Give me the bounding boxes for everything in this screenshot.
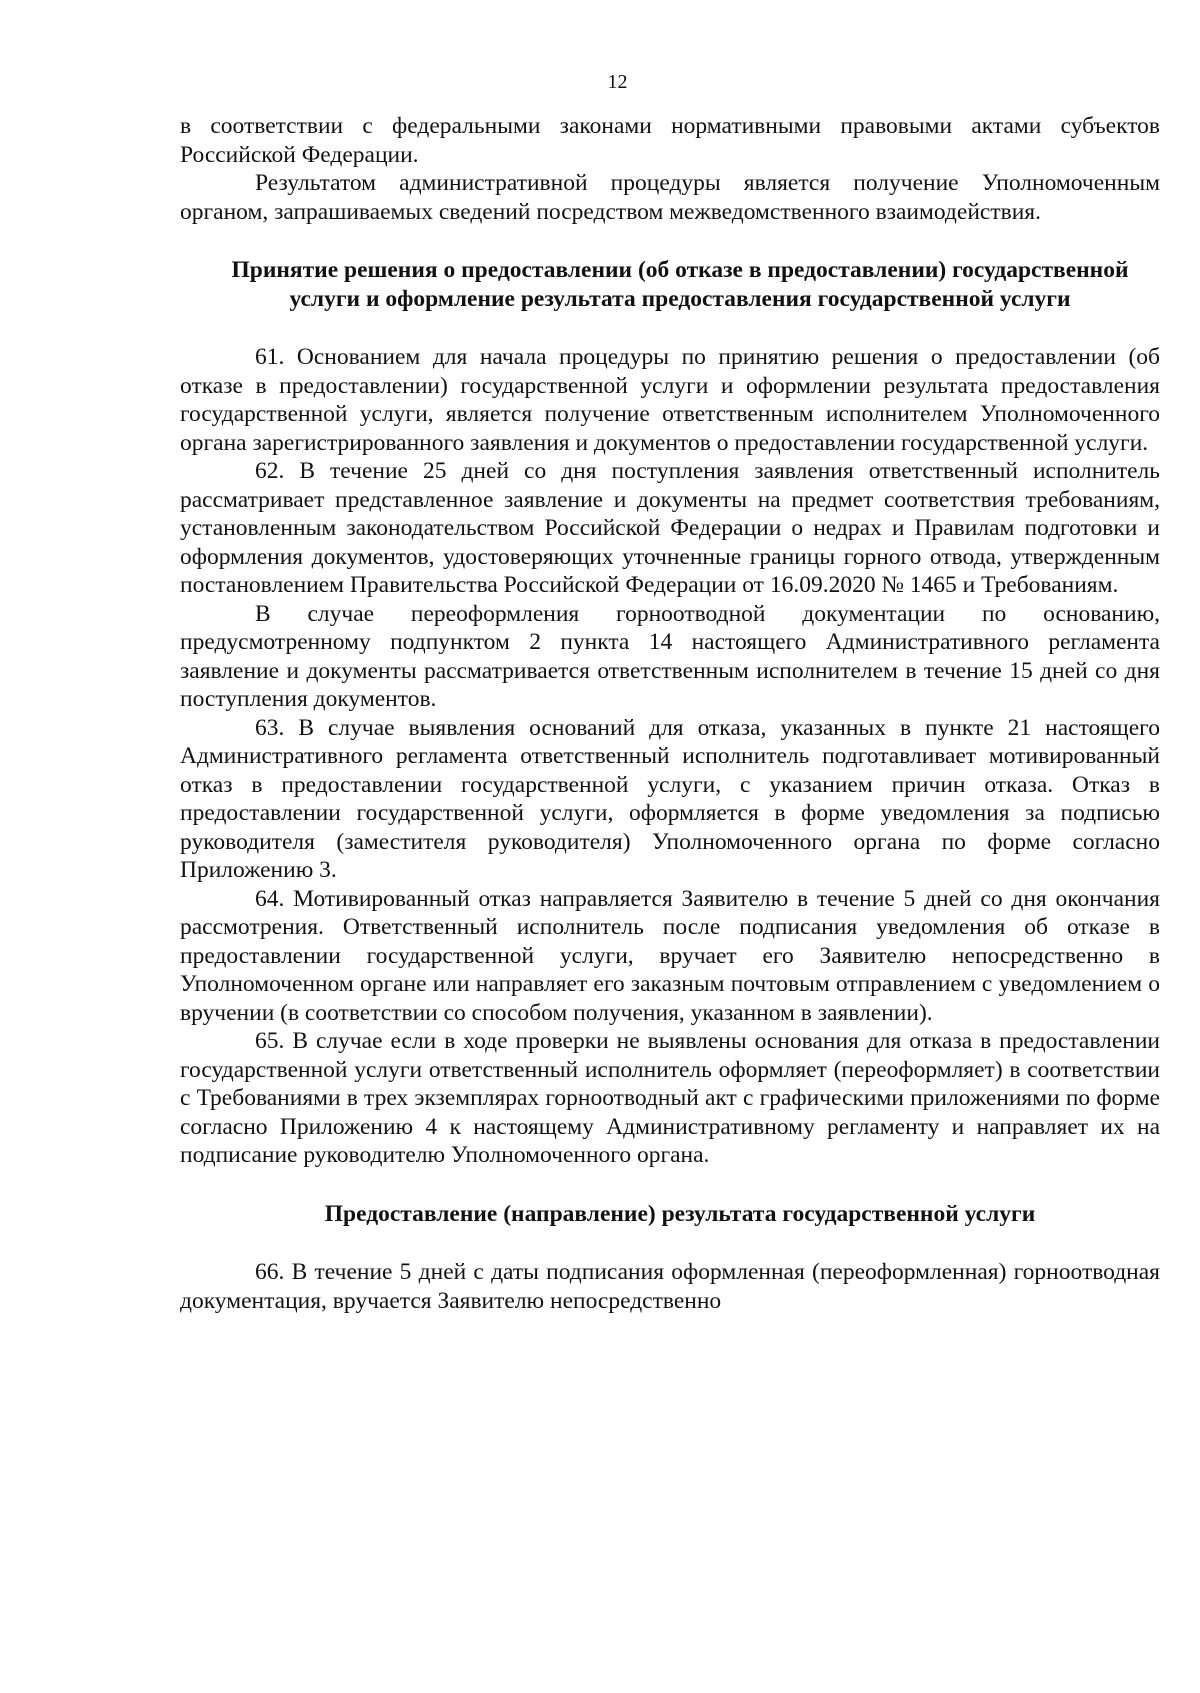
section-heading-delivery: Предоставление (направление) результата государственной услуги bbox=[324, 1200, 1036, 1227]
paragraph-65: 65. В случае если в ходе проверки не выявлены основания для отказа в предоставлении государственной услуги ответственный исполнитель оформляет (переоформляет) в соответствии с Требованиями в трех экземплярах горноотводный акт с графическими приложениями по форме согласно Приложению 4 к настоящему Административному регламенту и направляет их на подписание руководителю Уполномоченного органа. bbox=[180, 1028, 1160, 1168]
paragraph-63: 63. В случае выявления оснований для отказа, указанных в пункте 21 настоящего Административного регламента ответственный исполнитель подготавливает мотивированный отказ в предоставлении государственной услуги, с указанием причин отказа. Отказ в предоставлении государственной услуги, оформляется в форме уведомления за подписью руководителя (заместителя руководителя) Уполномоченного органа по форме согласно Приложению 3. bbox=[180, 714, 1160, 883]
paragraph-result: Результатом административной процедуры является получение Уполномоченным органом, запрашиваемых сведений посредством межведомственного взаимодействия. bbox=[180, 170, 1160, 225]
paragraph-64: 64. Мотивированный отказ направляется Заявителю в течение 5 дней со дня окончания рассмотрения. Ответственный исполнитель после подписания уведомления об отказе в предоставлении государственной услуги, вручает его Заявителю непосредственно в Уполномоченном органе или направляет его заказным почтовым отправлением с уведомлением о вручении (в соответствии со способом получения, указанном в заявлении). bbox=[180, 885, 1160, 1026]
paragraph-61: 61. Основанием для начала процедуры по принятию решения о предоставлении (об отказе в предоставлении) государственной услуги и оформлении результата предоставления государственной услуги, является получение ответственным исполнителем Уполномоченного органа зарегистрированного заявления и документов о предоставлении государственной услуги. bbox=[180, 344, 1160, 456]
page-number: 12 bbox=[607, 71, 628, 93]
document-body bbox=[180, 112, 1160, 1315]
paragraph-continuation: в соответствии с федеральными законами нормативными правовыми актами субъектов Российской Федерации. bbox=[180, 113, 1160, 168]
paragraph-66: 66. В течение 5 дней с даты подписания оформленная (переоформленная) горноотводная документация, вручается Заявителю непосредственно bbox=[180, 1259, 1160, 1314]
paragraph-62-reissue: В случае переоформления горноотводной документации по основанию, предусмотренному подпунктом 2 пункта 14 настоящего Административного регламента заявление и документы рассматривается ответственным исполнителем в течение 15 дней со дня поступления документов. bbox=[180, 600, 1160, 712]
paragraph-62: 62. В течение 25 дней со дня поступления заявления ответственный исполнитель рассматривает представленное заявление и документы на предмет соответствия требованиям, установленным законодательством Российской Федерации о недрах и Правилам подготовки и оформления документов, удостоверяющих уточненные границы горного отвода, утвержденным постановлением Правительства Российской Федерации от 16.09.2020 № 1465 и Требованиям. bbox=[180, 458, 1160, 598]
section-heading-decision: Принятие решения о предоставлении (об отказе в предоставлении) государственной услуги и оформление результата предоставления государственной услуги bbox=[231, 257, 1129, 312]
